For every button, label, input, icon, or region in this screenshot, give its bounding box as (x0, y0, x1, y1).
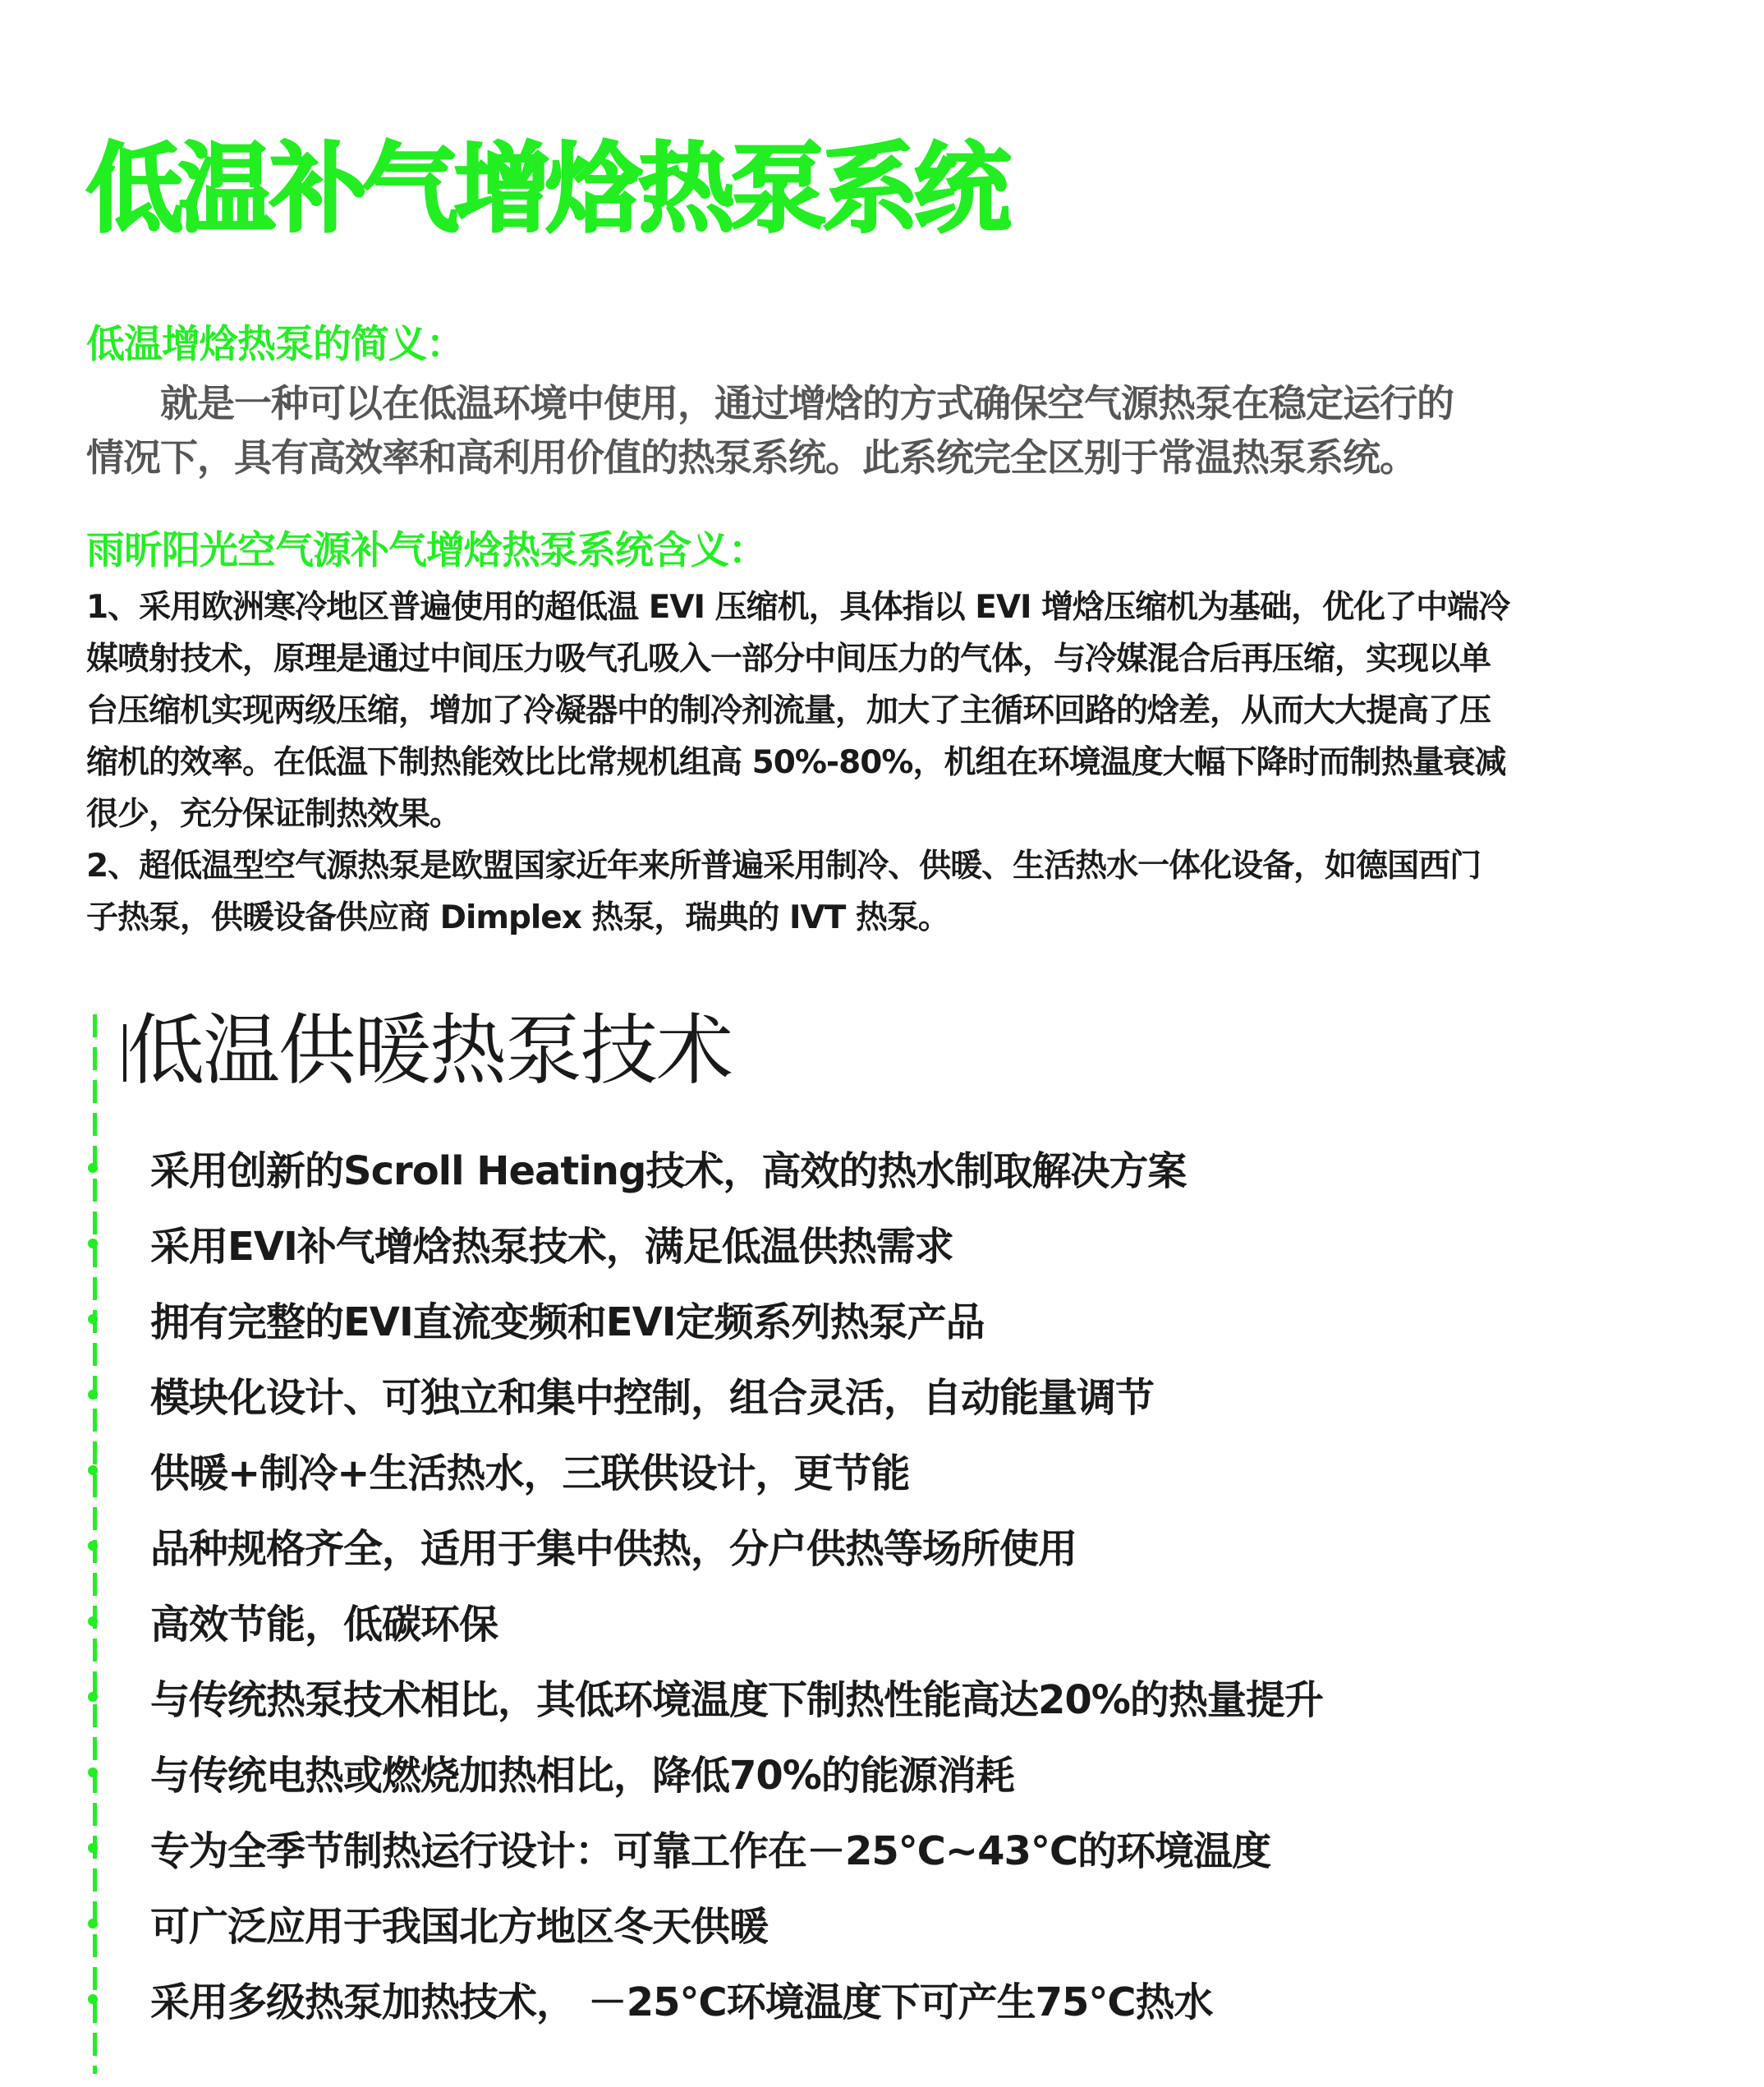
intro-heading: 低温增焓热泵的简义： (86, 322, 464, 367)
feature-text: 与传统电热或燃烧加热相比，降低70%的能源消耗 (150, 1753, 1014, 1799)
feature-text: 拥有完整的EVI直流变频和EVI定频系列热泵产品 (150, 1299, 985, 1345)
bullet-dot-icon (88, 1919, 98, 1928)
meaning-line: 1、采用欧洲寒冷地区普遍使用的超低温 EVI 压缩机，具体指以 EVI 增焓压缩机为基础，优化了中端冷 (86, 589, 1510, 626)
meaning-line: 2、超低温型空气源热泵是欧盟国家近年来所普遍采用制冷、供暖、生活热水一体化设备，如德国西门 (86, 848, 1481, 885)
list-item (86, 1587, 1323, 1662)
feature-text: 品种规格齐全，适用于集中供热，分户供热等场所使用 (150, 1526, 1077, 1572)
bullet-dot-icon (88, 1692, 98, 1702)
list-item (86, 1662, 1323, 1738)
bullet-dot-icon (88, 1314, 98, 1324)
meaning-paragraph (86, 582, 1647, 944)
bullet-dot-icon (88, 1239, 98, 1248)
list-item (86, 1360, 1323, 1436)
list-item (86, 1813, 1323, 1889)
meaning-line: 媒喷射技术，原理是通过中间压力吸气孔吸入一部分中间压力的气体，与冷媒混合后再压缩，实现以单 (86, 641, 1491, 678)
bullet-dot-icon (88, 1616, 98, 1626)
tech-title: 低温供暖热泵技术 (127, 1006, 733, 1096)
meaning-heading: 雨昕阳光空气源补气增焓热泵系统含义： (86, 528, 766, 573)
feature-text: 采用EVI补气增焓热泵技术，满足低温供热需求 (150, 1224, 953, 1270)
meaning-line: 缩机的效率。在低温下制热能效比比常规机组高 50%-80%，机组在环境温度大幅下降时而制热量衰减 (86, 744, 1506, 781)
feature-text: 专为全季节制热运行设计：可靠工作在－25℃~43℃的环境温度 (150, 1828, 1271, 1874)
feature-text: 供暖+制冷+生活热水，三联供设计，更节能 (150, 1450, 910, 1496)
feature-text: 可广泛应用于我国北方地区冬天供暖 (150, 1904, 769, 1950)
list-item (86, 1133, 1323, 1209)
feature-text: 高效节能，低碳环保 (150, 1602, 498, 1648)
feature-list (86, 1133, 1323, 2040)
page-title: 低温补气增焓热泵系统 (86, 132, 1007, 246)
feature-text: 与传统热泵技术相比，其低环境温度下制热性能高达20%的热量提升 (150, 1677, 1323, 1723)
list-item (86, 1511, 1323, 1587)
list-item (86, 1738, 1323, 1813)
intro-line: 情况下，具有高效率和高利用价值的热泵系统。此系统完全区别于常温热泵系统。 (86, 435, 1417, 480)
meaning-line: 台压缩机实现两级压缩，增加了冷凝器中的制冷剂流量，加大了主循环回路的焓差，从而大大提高了压 (86, 692, 1491, 729)
bullet-dot-icon (88, 1465, 98, 1475)
list-item (86, 1965, 1323, 2040)
intro-line: 就是一种可以在低温环境中使用，通过增焓的方式确保空气源热泵在稳定运行的 (86, 381, 1454, 425)
list-item (86, 1889, 1323, 1965)
bullet-dot-icon (88, 1994, 98, 2004)
feature-text: 采用创新的Scroll Heating技术，高效的热水制取解决方案 (150, 1148, 1187, 1194)
bullet-dot-icon (88, 1843, 98, 1853)
feature-text: 模块化设计、可独立和集中控制，组合灵活，自动能量调节 (150, 1375, 1155, 1421)
list-item (86, 1436, 1323, 1511)
list-item (86, 1285, 1323, 1360)
meaning-line: 子热泵，供暖设备供应商 Dimplex 热泵，瑞典的 IVT 热泵。 (86, 899, 949, 936)
list-item (86, 1209, 1323, 1285)
meaning-line: 很少，充分保证制热效果。 (86, 796, 462, 833)
feature-text: 采用多级热泵加热技术， －25℃环境温度下可产生75℃热水 (150, 1979, 1213, 2025)
bullet-dot-icon (88, 1541, 98, 1551)
intro-paragraph (86, 376, 1647, 485)
bullet-dot-icon (88, 1163, 98, 1173)
bullet-dot-icon (88, 1390, 98, 1400)
bullet-dot-icon (88, 1768, 98, 1777)
